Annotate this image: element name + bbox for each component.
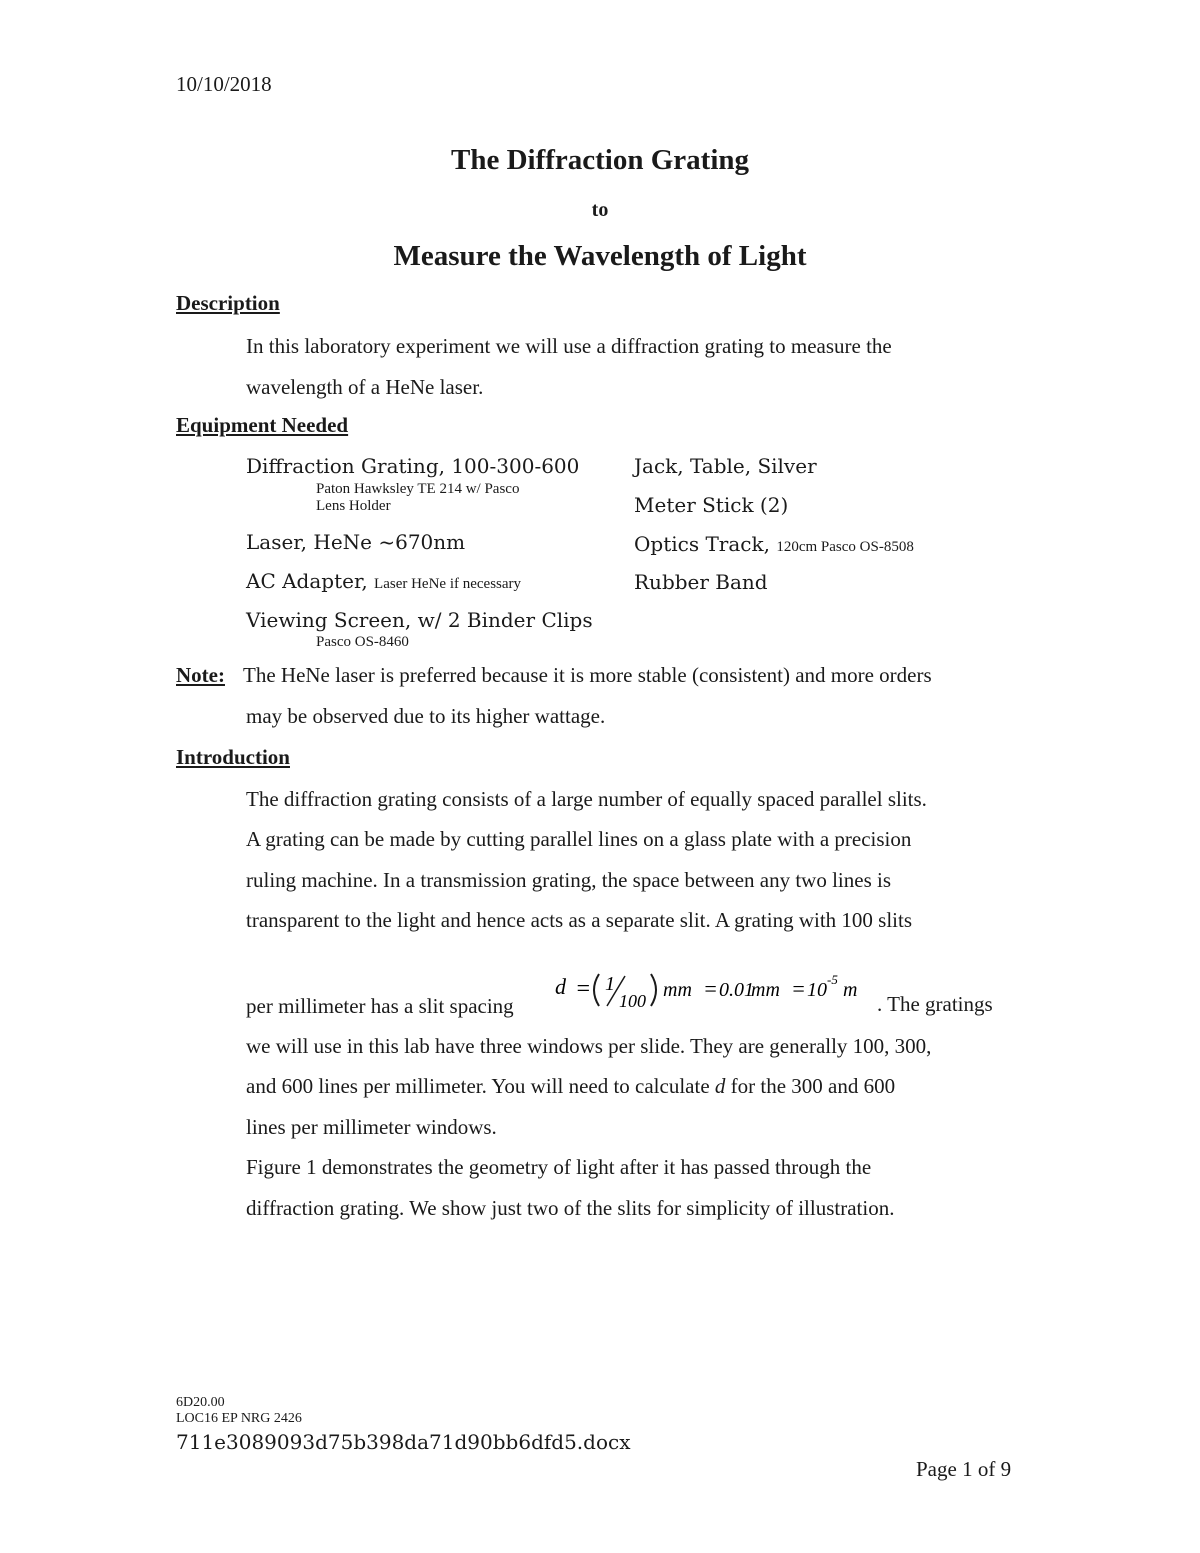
intro-line-4: transparent to the light and hence acts as a separate slit. A grating with 100 slits xyxy=(246,908,913,932)
intro-line-3: ruling machine. In a transmission grating, the space between any two lines is xyxy=(246,868,892,892)
equipment-detail-grating-1: Paton Hawksley TE 214 w/ Pasco xyxy=(316,481,520,497)
formula-denominator: 100 xyxy=(619,991,646,1011)
equipment-item-ac-adapter xyxy=(246,569,521,593)
formula-unit-1: mm xyxy=(663,979,692,1001)
formula-value-2: 0.01 xyxy=(719,979,754,1001)
equipment-item-jack: Jack, Table, Silver xyxy=(634,454,817,478)
equipment-detail-screen: Pasco OS-8460 xyxy=(316,634,409,650)
formula-unit-3: m xyxy=(843,979,858,1001)
equipment-item-optics-track xyxy=(634,532,914,556)
formula-right-paren xyxy=(651,974,656,1006)
intro-line-6 xyxy=(246,1066,895,1107)
intro-line-7: lines per millimeter windows. xyxy=(246,1115,497,1139)
footer-code-2: LOC16 EP NRG 2426 xyxy=(176,1411,302,1426)
document-title: The Diffraction Grating xyxy=(450,144,749,176)
note-line-2: may be observed due to its higher wattage. xyxy=(246,704,606,728)
ac-adapter-label: AC Adapter, xyxy=(246,569,368,593)
formula-base: 10 xyxy=(807,979,827,1001)
intro-line-6-part-1: and 600 lines per millimeter. You will need to calculate xyxy=(246,1074,710,1098)
equipment-item-screen: Viewing Screen, w/ 2 Binder Clips xyxy=(246,608,593,632)
intro-d-symbol: d xyxy=(714,1074,726,1098)
description-line-1: In this laboratory experiment we will use a diffraction grating to measure the xyxy=(246,334,892,358)
formula-eq-2: = xyxy=(703,976,718,1001)
title-connector: to xyxy=(591,199,609,221)
formula-left-paren xyxy=(594,974,599,1006)
equipment-item-rubber-band: Rubber Band xyxy=(634,570,768,594)
optics-track-detail: 120cm Pasco OS-8508 xyxy=(776,539,914,555)
formula-eq-3: = xyxy=(791,976,806,1001)
intro-slit-spacing-suffix: . The gratings xyxy=(877,992,993,1016)
footer-code-1: 6D20.00 xyxy=(176,1395,225,1410)
equipment-item-meter-stick: Meter Stick (2) xyxy=(634,493,789,517)
description-line-2: wavelength of a HeNe laser. xyxy=(246,375,484,399)
intro-line-6-part-2: for the 300 and 600 xyxy=(730,1074,896,1098)
description-heading: Description xyxy=(176,291,280,315)
equipment-item-grating: Diffraction Grating, 100-300-600 xyxy=(246,454,580,478)
intro-line-1: The diffraction grating consists of a large number of equally spaced parallel slits. xyxy=(246,787,927,811)
optics-track-label: Optics Track, xyxy=(634,532,770,556)
footer-filename: 711e3089093d75b398da71d90bb6dfd5.docx xyxy=(176,1430,631,1454)
equipment-heading: Equipment Needed xyxy=(176,413,349,437)
figure-line-1: Figure 1 demonstrates the geometry of light after it has passed through the xyxy=(246,1155,872,1179)
formula-numerator: 1 xyxy=(605,973,615,995)
ac-adapter-detail: Laser HeNe if necessary xyxy=(374,576,522,592)
header-date: 10/10/2018 xyxy=(176,72,272,96)
formula-d: d xyxy=(555,974,566,999)
document-subtitle: Measure the Wavelength of Light xyxy=(393,240,807,272)
intro-line-2: A grating can be made by cutting parallel lines on a glass plate with a precision xyxy=(246,827,912,851)
figure-line-2: diffraction grating. We show just two of the slits for simplicity of illustration. xyxy=(246,1196,895,1220)
formula-svg xyxy=(553,960,873,1020)
slit-spacing-formula xyxy=(553,960,873,1020)
formula-eq-1: = xyxy=(575,976,592,1002)
formula-exponent: -5 xyxy=(827,972,838,987)
intro-line-5: we will use in this lab have three windows per slide. They are generally 100, 300, xyxy=(246,1034,932,1058)
intro-slit-spacing-prefix: per millimeter has a slit spacing xyxy=(246,994,514,1018)
equipment-detail-grating-2: Lens Holder xyxy=(316,498,391,514)
note-line-1: The HeNe laser is preferred because it is more stable (consistent) and more orders xyxy=(243,663,932,687)
note-label: Note: xyxy=(176,663,225,687)
formula-unit-2: mm xyxy=(751,979,780,1001)
equipment-item-laser: Laser, HeNe ~670nm xyxy=(246,530,466,554)
page-number: Page 1 of 9 xyxy=(916,1457,1012,1481)
introduction-heading: Introduction xyxy=(176,745,290,769)
